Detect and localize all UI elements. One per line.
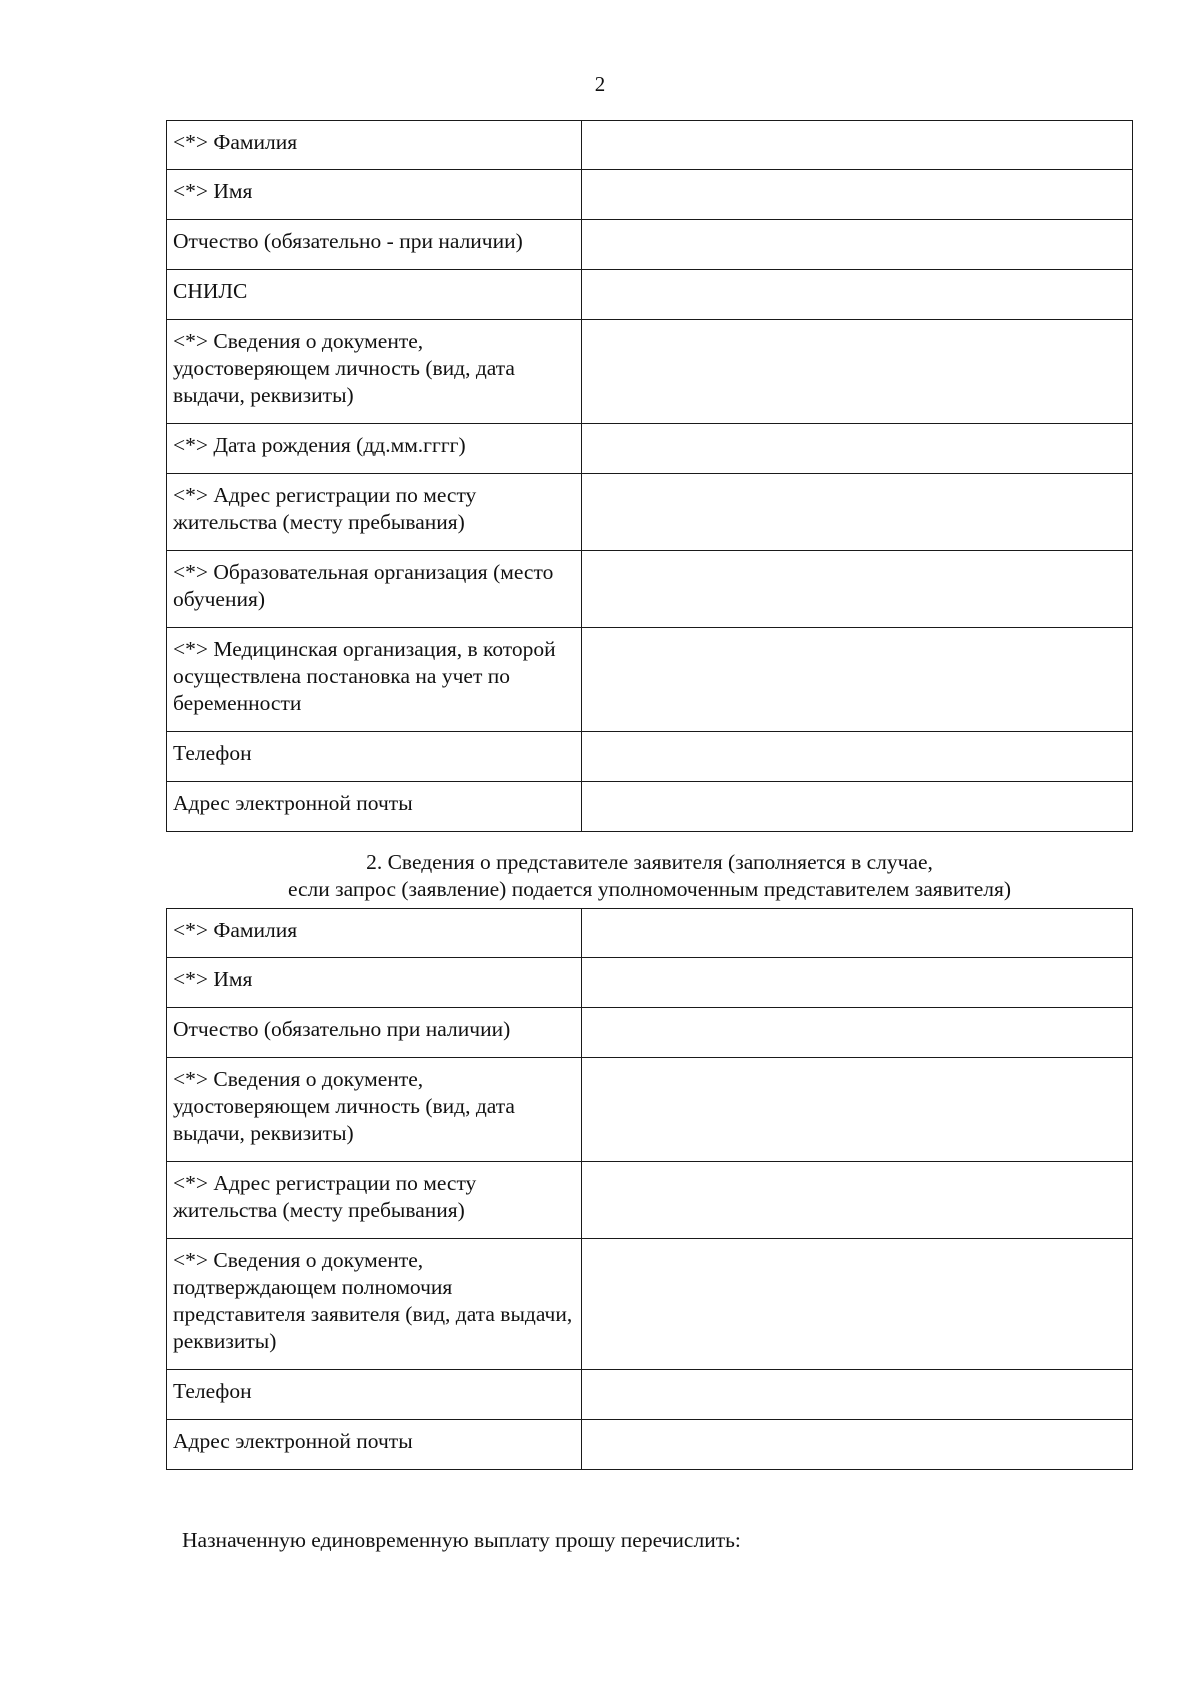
table-row (167, 1058, 1133, 1162)
table-row (167, 782, 1133, 832)
patronymic-field[interactable] (582, 220, 1133, 270)
table-row (167, 1008, 1133, 1058)
row-label-educational-organization: <*> Образовательная организация (место обучения) (167, 551, 582, 628)
table-row (167, 1162, 1133, 1239)
table-row (167, 1370, 1133, 1420)
table-row (167, 424, 1133, 474)
birth-date-field[interactable] (582, 424, 1133, 474)
table-row (167, 958, 1133, 1008)
representative-info-table (166, 908, 1133, 1470)
table-row (167, 909, 1133, 958)
section-heading-line-1: 2. Сведения о представителе заявителя (заполняется в случае, (366, 850, 933, 874)
representative-surname-field[interactable] (582, 909, 1133, 958)
row-label-registration-address: <*> Адрес регистрации по месту жительства (месту пребывания) (167, 474, 582, 551)
page-number: 2 (594, 72, 606, 96)
row-label-name: <*> Имя (167, 170, 582, 220)
table-row (167, 732, 1133, 782)
section-heading-line-2: если запрос (заявление) подается уполномоченным представителем заявителя) (287, 877, 1012, 901)
representative-identity-document-field[interactable] (582, 1058, 1133, 1162)
row-label-identity-document: <*> Сведения о документе, удостоверяющем личность (вид, дата выдачи, реквизиты) (167, 320, 582, 424)
row-label-patronymic: Отчество (обязательно при наличии) (167, 1008, 582, 1058)
row-label-snils: СНИЛС (167, 270, 582, 320)
applicant-info-table (166, 120, 1133, 832)
payment-request-text: Назначенную единовременную выплату прошу перечислить: (182, 1528, 741, 1552)
row-label-phone: Телефон (167, 1370, 582, 1420)
representative-registration-address-field[interactable] (582, 1162, 1133, 1239)
registration-address-field[interactable] (582, 474, 1133, 551)
row-label-phone: Телефон (167, 732, 582, 782)
row-label-name: <*> Имя (167, 958, 582, 1008)
table-row (167, 270, 1133, 320)
row-label-identity-document: <*> Сведения о документе, удостоверяющем личность (вид, дата выдачи, реквизиты) (167, 1058, 582, 1162)
name-field[interactable] (582, 170, 1133, 220)
identity-document-field[interactable] (582, 320, 1133, 424)
educational-organization-field[interactable] (582, 551, 1133, 628)
table-row (167, 1239, 1133, 1370)
row-label-authority-document: <*> Сведения о документе, подтверждающем полномочия представителя заявителя (вид, дата выдачи, реквизиты) (167, 1239, 582, 1370)
row-label-email: Адрес электронной почты (167, 1420, 582, 1470)
table-row (167, 628, 1133, 732)
table-row (167, 121, 1133, 170)
row-label-email: Адрес электронной почты (167, 782, 582, 832)
phone-field[interactable] (582, 732, 1133, 782)
representative-authority-document-field[interactable] (582, 1239, 1133, 1370)
table-row (167, 1420, 1133, 1470)
snils-field[interactable] (582, 270, 1133, 320)
table-row (167, 551, 1133, 628)
table-row (167, 170, 1133, 220)
email-field[interactable] (582, 782, 1133, 832)
section-heading-representative (166, 849, 1133, 903)
representative-phone-field[interactable] (582, 1370, 1133, 1420)
representative-email-field[interactable] (582, 1420, 1133, 1470)
medical-organization-field[interactable] (582, 628, 1133, 732)
surname-field[interactable] (582, 121, 1133, 170)
row-label-surname: <*> Фамилия (167, 121, 582, 170)
representative-name-field[interactable] (582, 958, 1133, 1008)
representative-patronymic-field[interactable] (582, 1008, 1133, 1058)
row-label-birth-date: <*> Дата рождения (дд.мм.гггг) (167, 424, 582, 474)
row-label-patronymic: Отчество (обязательно - при наличии) (167, 220, 582, 270)
row-label-registration-address: <*> Адрес регистрации по месту жительства (месту пребывания) (167, 1162, 582, 1239)
table-row (167, 320, 1133, 424)
table-row (167, 220, 1133, 270)
table-row (167, 474, 1133, 551)
row-label-surname: <*> Фамилия (167, 909, 582, 958)
row-label-medical-organization: <*> Медицинская организация, в которой осуществлена постановка на учет по беременности (167, 628, 582, 732)
